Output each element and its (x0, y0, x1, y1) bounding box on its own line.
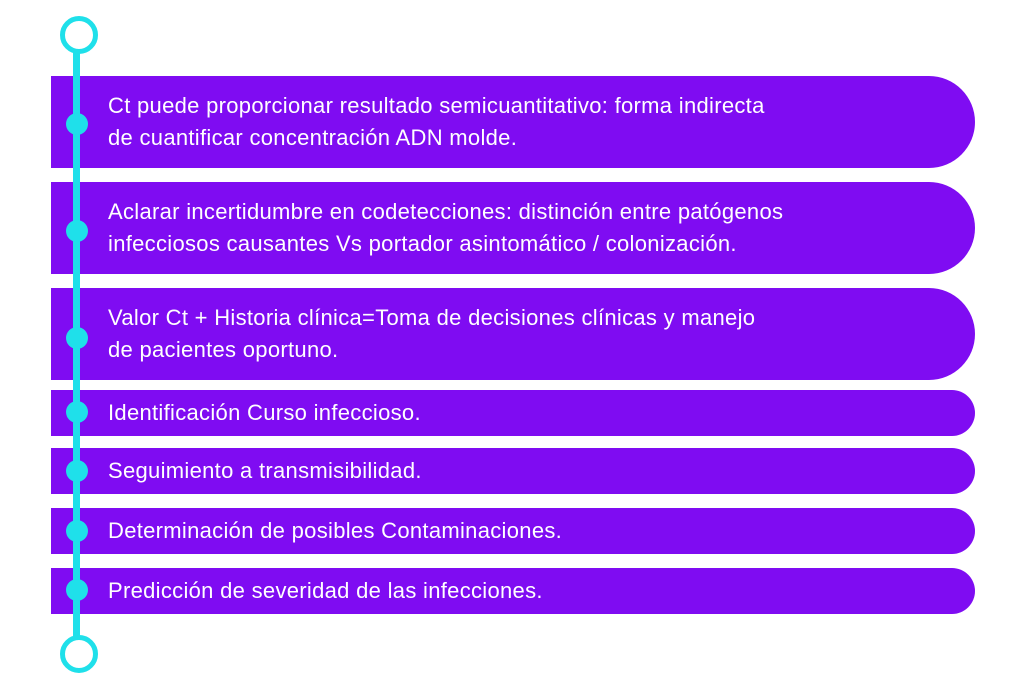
timeline-node (66, 460, 88, 482)
item-text (108, 397, 935, 429)
item-line: Identificación Curso infeccioso. (108, 400, 421, 425)
timeline-node (66, 579, 88, 601)
timeline-item-4 (51, 390, 975, 436)
timeline-node (66, 520, 88, 542)
item-line: de pacientes oportuno. (108, 337, 339, 362)
item-line: Determinación de posibles Contaminaciones. (108, 518, 563, 543)
item-text (108, 196, 935, 260)
timeline-item-2 (51, 182, 975, 274)
timeline-item-7 (51, 568, 975, 614)
timeline-item-6 (51, 508, 975, 554)
timeline-start-ring (60, 16, 98, 54)
item-line: Valor Ct + Historia clínica=Toma de decisiones clínicas y manejo (108, 305, 756, 330)
timeline-item-3 (51, 288, 975, 380)
timeline-node (66, 401, 88, 423)
item-text (108, 302, 935, 366)
item-text (108, 455, 935, 487)
timeline-node (66, 220, 88, 242)
timeline-node (66, 327, 88, 349)
timeline-end-ring (60, 635, 98, 673)
item-line: de cuantificar concentración ADN molde. (108, 125, 518, 150)
timeline-item-1 (51, 76, 975, 168)
timeline-item-5 (51, 448, 975, 494)
item-line: Ct puede proporcionar resultado semicuantitativo: forma indirecta (108, 93, 765, 118)
item-line: Aclarar incertidumbre en codetecciones: distinción entre patógenos (108, 199, 784, 224)
item-text (108, 575, 935, 607)
item-line: infecciosos causantes Vs portador asintomático / colonización. (108, 231, 737, 256)
timeline-node (66, 113, 88, 135)
item-text (108, 515, 935, 547)
item-line: Seguimiento a transmisibilidad. (108, 458, 422, 483)
item-line: Predicción de severidad de las infecciones. (108, 578, 543, 603)
item-text (108, 90, 935, 154)
